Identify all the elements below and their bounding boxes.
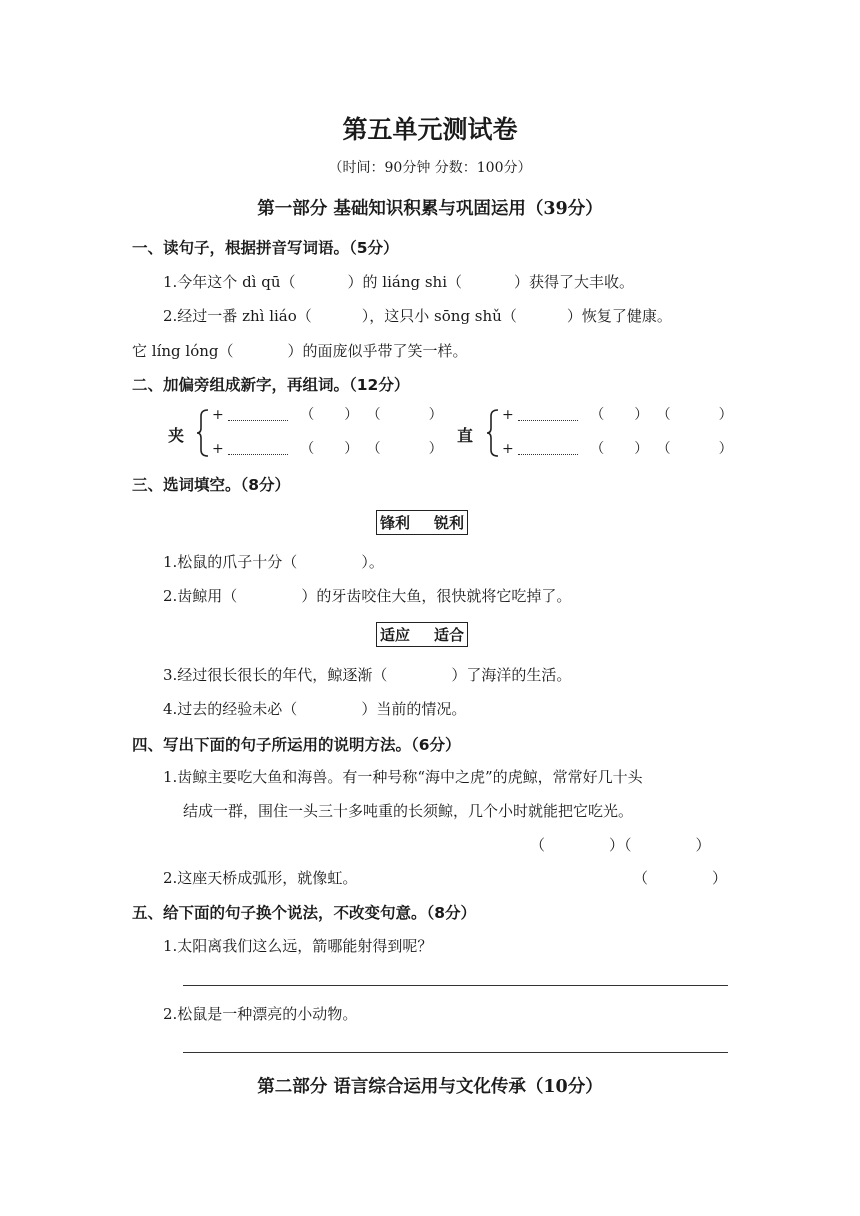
blank-dots[interactable] (518, 444, 578, 455)
radical-row: + （ ） （ ） (502, 407, 733, 423)
question-4-sentence-2: 2.这座天桥成弧形，就像虹。 (163, 869, 358, 887)
brace-icon (196, 408, 210, 458)
question-1-sentence-2-cont: 它 líng lóng（ ）的面庞似乎带了笑一样。 (132, 342, 468, 360)
question-5-sentence-2: 2.松鼠是一种漂亮的小动物。 (163, 1005, 358, 1023)
question-4-sentence-1-cont: 结成一群，围住一头三十多吨重的长须鲸，几个小时就能把它吃光。 (183, 802, 634, 820)
word-choice-box: 适应 适合 (376, 622, 468, 647)
answer-line[interactable] (183, 1052, 728, 1053)
answer-line[interactable] (183, 985, 728, 986)
blank-dots[interactable] (228, 444, 288, 455)
question-3-sentence-2: 2.齿鲸用（ ）的牙齿咬住大鱼，很快就将它吃掉了。 (163, 587, 572, 605)
brace-icon (486, 408, 500, 458)
radical-row: + （ ） （ ） (212, 441, 443, 457)
question-1-sentence-1: 1.今年这个 dì qū（ ）的 liáng shi（ ）获得了大丰收。 (163, 273, 635, 291)
answer-parens: （ ） (633, 869, 728, 887)
radical-jia: 夹 (168, 426, 185, 445)
question-5-sentence-1: 1.太阳离我们这么远，箭哪能射得到呢？ (163, 937, 433, 955)
answer-parens: （ ）（ ） (530, 836, 711, 854)
page-title: 第五单元测试卷 (342, 115, 518, 144)
word-choice-box: 锋利 锐利 (376, 510, 468, 535)
radical-zhi: 直 (457, 426, 474, 445)
question-1-sentence-2: 2.经过一番 zhì liáo（ ），这只小 sōng shǔ（ ）恢复了健康。 (163, 307, 672, 325)
question-3-sentence-3: 3.经过很长很长的年代，鲸逐渐（ ）了海洋的生活。 (163, 666, 572, 684)
question-2-heading: 二、加偏旁组成新字，再组词。（12分） (132, 376, 410, 394)
radical-row: + （ ） （ ） (502, 441, 733, 457)
question-5-heading: 五、给下面的句子换个说法，不改变句意。（8分） (132, 904, 477, 922)
question-3-sentence-4: 4.过去的经验未必（ ）当前的情况。 (163, 700, 467, 718)
radical-row: + （ ） （ ） (212, 407, 443, 423)
question-3-heading: 三、选词填空。（8分） (132, 476, 291, 494)
exam-info: （时间：90分钟 分数：100分） (328, 160, 532, 176)
part-two-title: 第二部分 语言综合运用与文化传承（10分） (257, 1077, 603, 1097)
part-one-title: 第一部分 基础知识积累与巩固运用（39分） (257, 199, 603, 219)
question-4-heading: 四、写出下面的句子所运用的说明方法。（6分） (132, 736, 461, 754)
blank-dots[interactable] (228, 410, 288, 421)
question-4-sentence-1: 1.齿鲸主要吃大鱼和海兽。有一种号称“海中之虎”的虎鲸，常常好几十头 (163, 768, 643, 786)
question-1-heading: 一、读句子，根据拼音写词语。（5分） (132, 239, 399, 257)
question-3-sentence-1: 1.松鼠的爪子十分（ ）。 (163, 553, 384, 571)
blank-dots[interactable] (518, 410, 578, 421)
